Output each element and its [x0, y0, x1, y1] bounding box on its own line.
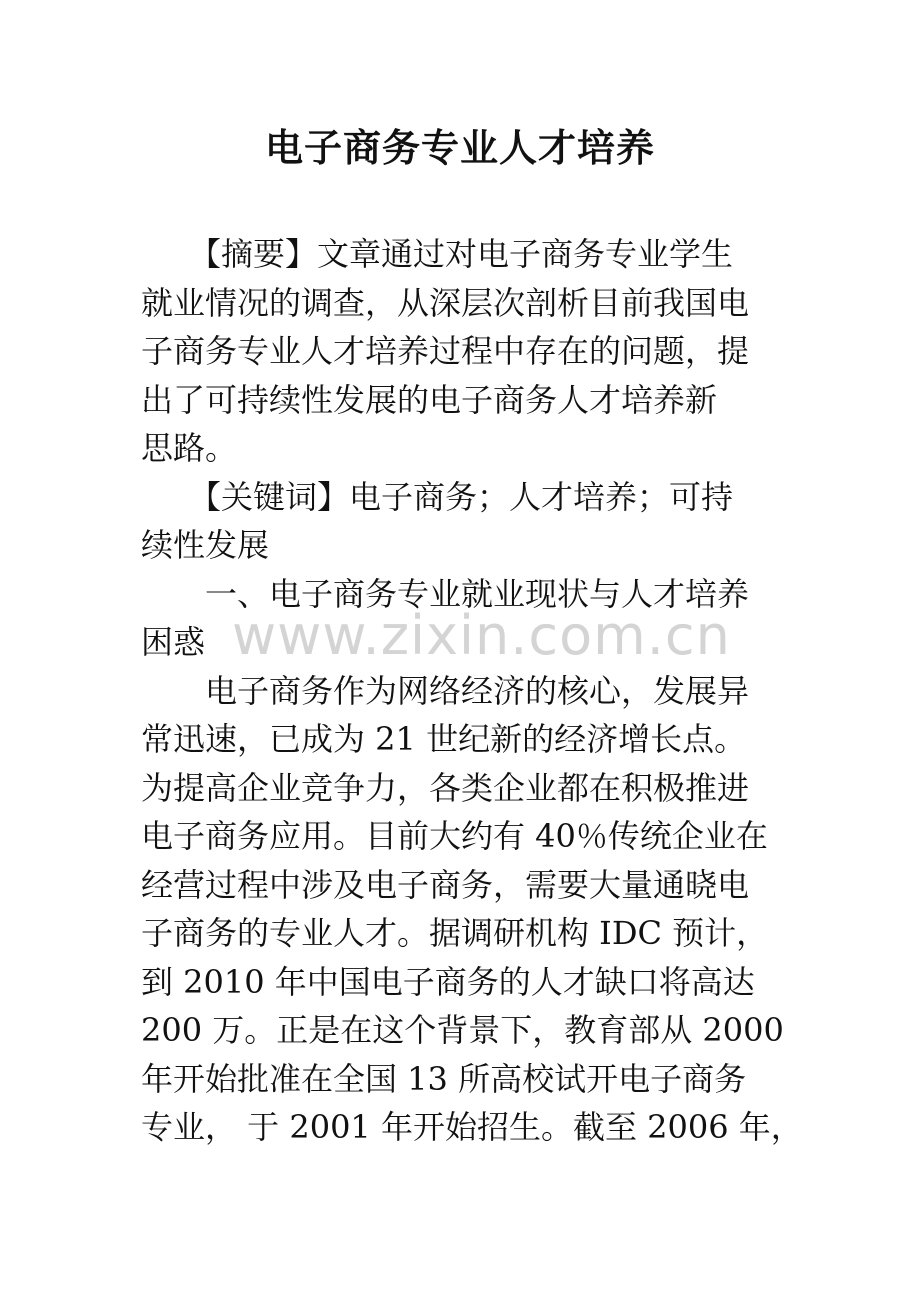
keywords-line-2: 续性发展: [141, 526, 270, 564]
watermark-text: www.zixin.com.cn: [232, 604, 731, 667]
paragraph-line-5: 经营过程中涉及电子商务，需要大量通晓电: [141, 865, 750, 904]
abstract-line-2: 就业情况的调查，从深层次剖析目前我国电: [141, 283, 750, 322]
paragraph-line-10: 专业， 于 2001 年开始招生。截至 2006 年，: [141, 1108, 803, 1146]
document-body: [141, 230, 803, 1152]
keywords-line-1: 【关键词】电子商务；人才培养；可持: [141, 477, 734, 516]
abstract-line-1: 【摘要】文章通过对电子商务专业学生: [141, 235, 734, 273]
section-heading-line-2: 困惑: [141, 623, 206, 661]
paragraph-line-7: 到 2010 年中国电子商务的人才缺口将高达: [141, 962, 755, 1001]
abstract-line-3: 子商务专业人才培养过程中存在的问题，提: [141, 332, 750, 370]
document-title: 电子商务专业人才培养: [264, 126, 655, 170]
paragraph-line-9: 年开始批准在全国 13 所高校试开电子商务: [141, 1059, 747, 1098]
paragraph-line-8: 200 万。正是在这个背景下，教育部从 2000: [141, 1011, 784, 1049]
abstract-line-5: 思路。: [141, 429, 238, 467]
paragraph-line-6: 子商务的专业人才。据调研机构 IDC 预计，: [141, 914, 769, 952]
abstract-line-4: 出了可持续性发展的电子商务人才培养新: [141, 380, 718, 419]
paragraph-line-2: 常迅速，已成为 21 世纪新的经济增长点。: [141, 720, 747, 758]
paragraph-line-4: 电子商务应用。目前大约有 40％传统企业在: [141, 817, 768, 855]
section-heading-line-1: 一、电子商务专业就业现状与人才培养: [141, 574, 750, 613]
paragraph-line-3: 为提高企业竞争力，各类企业都在积极推进: [141, 768, 750, 807]
paragraph-line-1: 电子商务作为网络经济的核心，发展异: [141, 671, 750, 710]
